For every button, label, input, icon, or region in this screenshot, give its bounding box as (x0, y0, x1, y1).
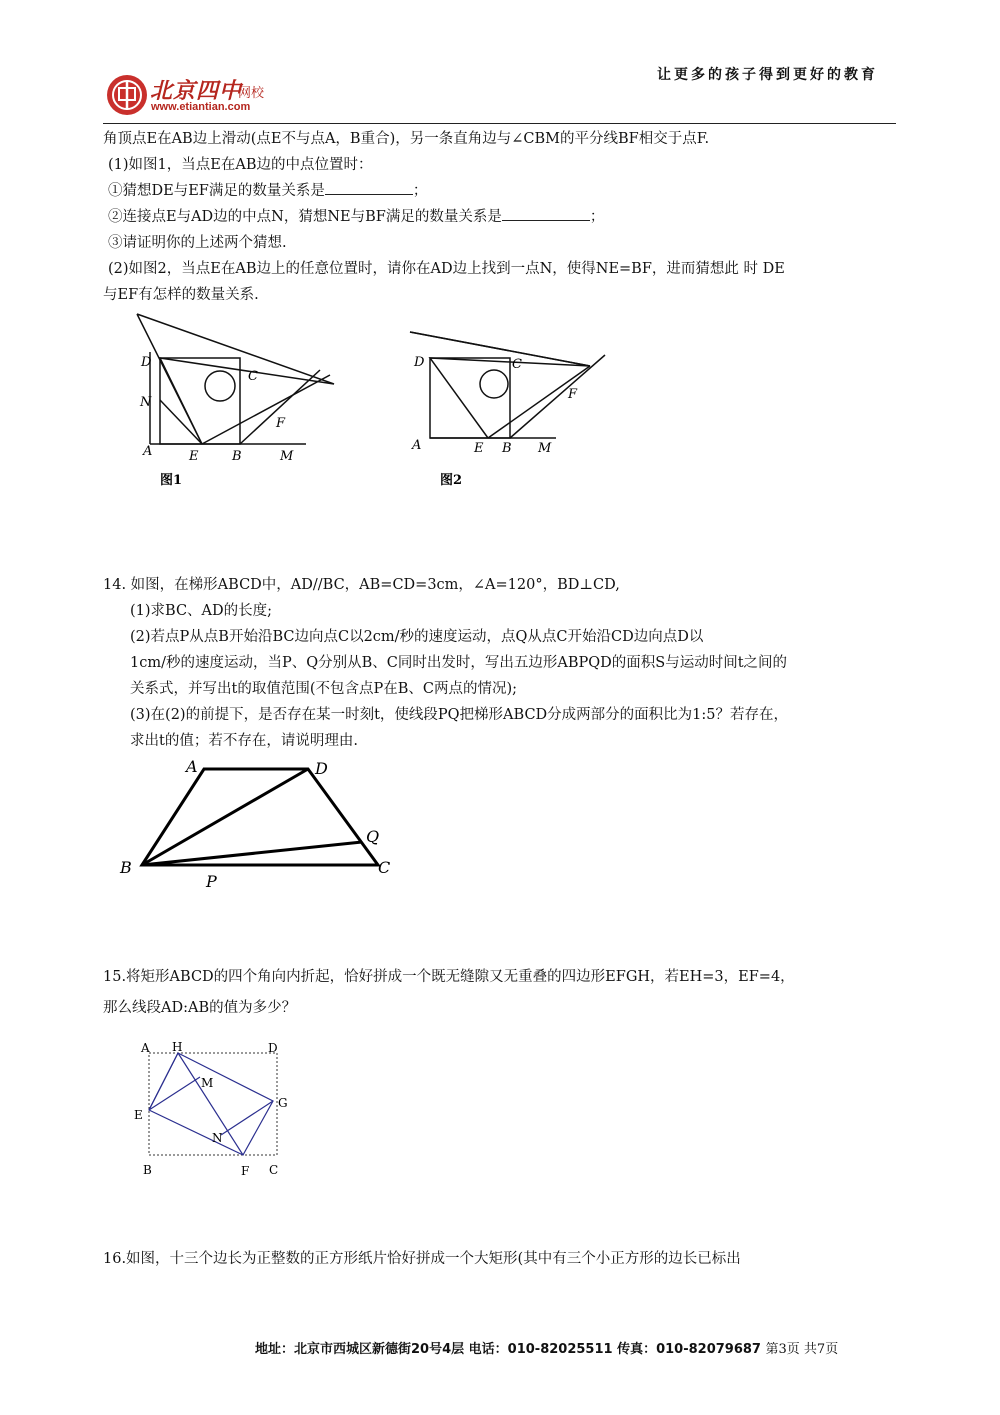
figure-trapezoid (110, 752, 410, 897)
p15-label-D: D (268, 1041, 278, 1055)
fig2-label-E: E (474, 441, 484, 456)
fig1-label-D: D (141, 355, 152, 370)
p14-label-Q: Q (366, 827, 380, 846)
p13-q1-end: ； (412, 183, 428, 199)
fig2-label-D: D (414, 355, 425, 370)
fig1-label-M: M (280, 449, 294, 464)
p15-label-M: M (201, 1076, 214, 1090)
logo-net: 网校 (238, 86, 265, 101)
p13-q2-blank (502, 220, 590, 221)
p13-part2-b: 与EF有怎样的数量关系. (103, 287, 259, 303)
p13-line1: 角顶点E在AB边上滑动(点E不与点A，B重合)，另一条直角边与∠CBM的平分线BF相交于点F. (103, 131, 710, 147)
p14-label-B: B (120, 858, 132, 877)
figure-2 (400, 310, 620, 500)
p15-label-A: A (141, 1041, 150, 1055)
p14-q2-c: 关系式，并写出t的取值范围(不包含点P在B、C两点的情况); (130, 681, 518, 697)
fig1-label-N: N (140, 395, 152, 410)
p15-label-N: N (212, 1131, 223, 1145)
p15-label-F: F (241, 1164, 250, 1178)
logo-name: 北京四中 (150, 78, 243, 104)
fig1-label-F: F (276, 416, 286, 431)
figure-rectangle-fold (130, 1035, 300, 1180)
p15-label-B: B (143, 1163, 152, 1177)
fig1-label-B: B (232, 449, 242, 464)
header-rule (103, 123, 896, 124)
fig2-label-B: B (502, 441, 512, 456)
p14-label-A: A (186, 757, 198, 776)
fig2-label-M: M (538, 441, 552, 456)
p13-q2-text: ②连接点E与AD边的中点N，猜想NE与BF满足的数量关系是 (108, 209, 502, 225)
p15-line2: 那么线段AD:AB的值为多少？ (103, 1000, 297, 1016)
fig2-label-C: C (512, 357, 522, 372)
p14-line1: 14. 如图，在梯形ABCD中，AD//BC，AB=CD=3cm，∠A=120°，BD⊥CD, (103, 577, 620, 593)
footer (255, 1338, 838, 1357)
p14-q1: (1)求BC、AD的长度; (130, 603, 273, 619)
p13-q3: ③请证明你的上述两个猜想. (108, 235, 287, 251)
fig2-caption: 图2 (440, 473, 463, 488)
p13-q1 (108, 184, 427, 199)
p15-label-C: C (269, 1163, 279, 1177)
footer-page: 第3页 共7页 (765, 1342, 839, 1357)
p15-label-H: H (172, 1040, 183, 1054)
p14-q3-b: 求出t的值；若不存在，请说明理由. (130, 733, 358, 749)
figure-1 (130, 310, 350, 500)
p16-line1: 16.如图，十三个边长为正整数的正方形纸片恰好拼成一个大矩形(其中有三个小正方形的边长已标出 (103, 1251, 741, 1267)
p14-q2-a: (2)若点P从点B开始沿BC边向点C以2cm/秒的速度运动，点Q从点C开始沿CD边向点D以 (130, 629, 704, 645)
p14-q2-b: 1cm/秒的速度运动，当P、Q分别从B、C同时出发时，写出五边形ABPQD的面积S与运动时间t之间的 (130, 655, 788, 671)
fig1-caption: 图1 (160, 473, 183, 488)
p14-label-P: P (206, 872, 217, 891)
logo-url: www.etiantian.com (151, 101, 251, 113)
fig2-label-A: A (412, 438, 422, 453)
p13-q1-blank (325, 194, 413, 195)
fig2-label-F: F (568, 387, 578, 402)
footer-address: 地址：北京市西城区新德街20号4层 电话：010-82025511 传真：010-82079687 (255, 1342, 761, 1357)
p15-label-G: G (278, 1096, 288, 1110)
header-slogan: 让更多的孩子得到更好的教育 (657, 67, 878, 83)
p13-part1: (1)如图1，当点E在AB边的中点位置时： (108, 157, 373, 173)
p14-q3-a: (3)在(2)的前提下，是否存在某一时刻t，使线段PQ把梯形ABCD分成两部分的面积比为1:5？若存在， (130, 707, 788, 723)
p13-q2 (108, 210, 604, 225)
p13-q2-end: ； (589, 209, 605, 225)
p15-line1: 15.将矩形ABCD的四个角向内折起，恰好拼成一个既无缝隙又无重叠的四边形EFGH，若EH=3，EF=4， (103, 969, 795, 985)
p13-part2-a: (2)如图2，当点E在AB边上的任意位置时，请你在AD边上找到一点N，使得NE=BF，进而猜想此 时 DE (108, 261, 785, 277)
p14-label-C: C (378, 858, 391, 877)
fig1-label-A: A (143, 444, 153, 459)
fig1-label-E: E (189, 449, 199, 464)
p14-label-D: D (315, 759, 328, 778)
p15-label-E: E (134, 1108, 143, 1122)
fig1-label-C: C (248, 369, 258, 384)
p13-q1-text: ①猜想DE与EF满足的数量关系是 (108, 183, 325, 199)
